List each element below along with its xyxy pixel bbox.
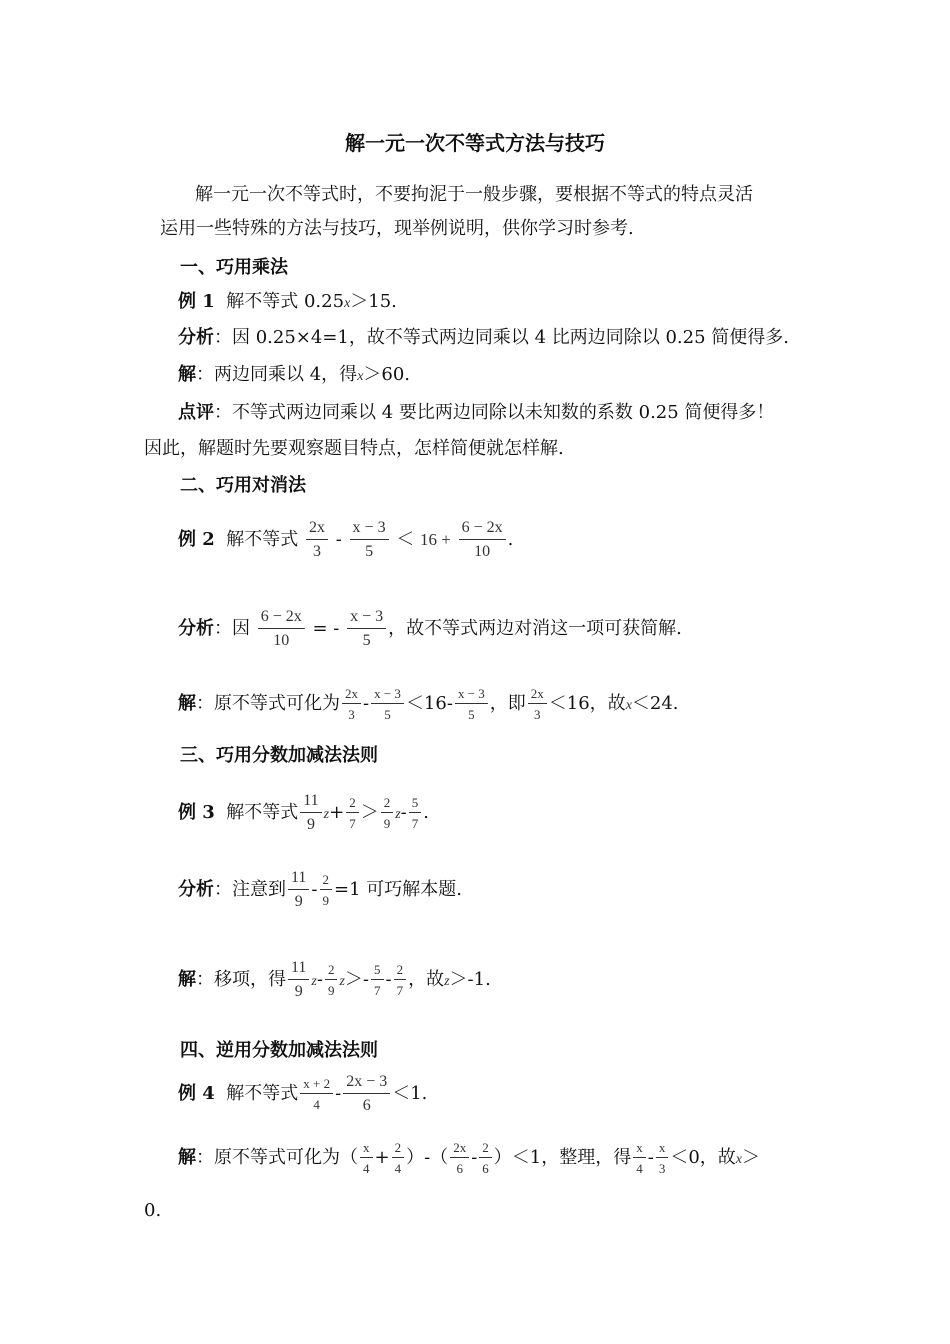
solution-text: ：移项，得: [196, 969, 286, 990]
numerator: 2: [320, 873, 333, 890]
numerator: 2: [381, 796, 394, 813]
denominator: 7: [349, 816, 356, 831]
numerator: 2x − 3: [343, 1074, 390, 1094]
fraction: [325, 963, 338, 997]
denominator: 5: [362, 632, 371, 649]
solution-text: ＞-1.: [449, 969, 491, 990]
solution-label: 解: [178, 364, 196, 385]
solution-text: ＜16，故: [548, 693, 626, 714]
comment-1: [178, 401, 774, 425]
solution-2: [178, 680, 679, 730]
numerator: 5: [371, 963, 384, 980]
solution-4-cont: 0.: [144, 1200, 162, 1221]
denominator: 3: [658, 1161, 666, 1176]
intro-line-2: 运用一些特殊的方法与技巧，现举例说明，供你学习时参考.: [160, 218, 634, 239]
fraction: [300, 1077, 333, 1111]
operator: -: [311, 879, 318, 900]
operator: +: [329, 802, 345, 823]
operator: -: [363, 693, 370, 714]
analysis-3: [178, 866, 462, 914]
solution-text: ＜0，故: [670, 1147, 736, 1168]
denominator: 6: [482, 1161, 489, 1176]
variable: z: [395, 807, 401, 822]
operator: -: [335, 529, 342, 550]
operator: = -: [312, 618, 340, 639]
denominator: 7: [396, 983, 404, 998]
numerator: 6 − 2x: [258, 609, 305, 629]
punctuation: .: [423, 802, 429, 823]
comment-label: 点评: [178, 402, 214, 423]
operator: -: [647, 1147, 654, 1168]
denominator: 6: [456, 1161, 463, 1176]
numerator: 2x: [306, 520, 328, 540]
variable: x: [357, 369, 364, 384]
numerator: 5: [409, 796, 422, 813]
fraction: [528, 687, 547, 721]
denominator: 7: [411, 816, 419, 831]
operator: ＞-: [344, 969, 369, 990]
denominator: 4: [313, 1097, 320, 1112]
fraction: [656, 1141, 669, 1175]
variable: x: [625, 698, 632, 713]
example-text: ＞15.: [350, 291, 397, 312]
fraction: [409, 796, 422, 830]
fraction: [342, 687, 361, 721]
solution-text: ＞60.: [363, 364, 411, 385]
fraction: [288, 870, 309, 910]
numerator: x: [633, 1141, 646, 1158]
page-title: 解一元一次不等式方法与技巧: [345, 131, 605, 155]
example-text: 解不等式: [226, 1083, 299, 1104]
fraction: [300, 793, 321, 833]
operator: ＜: [396, 529, 415, 550]
analysis-text: ：因: [214, 618, 250, 639]
math-term: 16 +: [420, 530, 451, 549]
denominator: 5: [384, 707, 391, 722]
numerator: 2x: [342, 687, 361, 704]
variable: z: [339, 974, 345, 989]
denominator: 3: [348, 707, 355, 722]
example-2: [178, 516, 513, 564]
fraction: [320, 873, 333, 907]
denominator: 9: [327, 983, 335, 998]
numerator: x − 3: [371, 687, 404, 704]
analysis-label: 分析: [178, 879, 214, 900]
solution-3: [178, 956, 491, 1006]
analysis-1: [178, 326, 789, 350]
numerator: 11: [288, 960, 309, 980]
section-1-heading: 一、巧用乘法: [180, 257, 288, 278]
numerator: 2: [346, 796, 359, 813]
analysis-text: =1 可巧解本题.: [334, 879, 462, 900]
denominator: 4: [363, 1161, 370, 1176]
variable: x: [735, 1152, 742, 1167]
fraction: [288, 960, 309, 1000]
variable: x: [344, 296, 351, 311]
analysis-text: ，故不等式两边对消这一项可获简解.: [388, 618, 682, 639]
operator: -: [471, 1147, 478, 1168]
denominator: 5: [365, 543, 374, 560]
solution-text: ，故: [408, 969, 445, 990]
solution-label: 解: [178, 1147, 196, 1168]
denominator: 7: [374, 983, 381, 998]
analysis-label: 分析: [178, 327, 214, 348]
solution-text: ＜24.: [631, 693, 679, 714]
solution-text: ）-（: [406, 1147, 449, 1168]
denominator: 9: [294, 893, 303, 910]
solution-text: ＜16-: [405, 693, 453, 714]
variable: z: [444, 974, 450, 989]
denominator: 9: [306, 816, 315, 833]
analysis-2: [178, 605, 682, 653]
solution-1: [178, 363, 410, 389]
operator: -: [316, 969, 323, 990]
variable: z: [311, 974, 317, 989]
numerator: 2: [479, 1141, 492, 1158]
section-4-heading: 四、逆用分数加减法法则: [180, 1040, 378, 1061]
solution-text: ）＜1，整理，得: [493, 1147, 632, 1168]
example-label: 例 4: [178, 1083, 215, 1104]
denominator: 9: [383, 816, 391, 831]
analysis-text: ：因 0.25×4=1，故不等式两边同乘以 4 比两边同除以 0.25 简便得多.: [214, 327, 790, 348]
fraction: [306, 520, 328, 560]
fraction: [350, 520, 389, 560]
fraction: [381, 796, 394, 830]
solution-4: [178, 1134, 760, 1184]
numerator: 2: [325, 963, 338, 980]
operator: -: [400, 802, 407, 823]
variable: z: [323, 807, 330, 822]
fraction: [343, 1074, 390, 1114]
example-label: 例 2: [178, 529, 215, 550]
numerator: 11: [288, 870, 309, 890]
numerator: x − 3: [455, 687, 488, 704]
operator: -: [385, 969, 392, 990]
example-text: ＜1.: [392, 1083, 428, 1104]
analysis-text: ：注意到: [214, 879, 286, 900]
example-4: [178, 1070, 427, 1118]
denominator: 3: [534, 707, 541, 722]
comment-text: ：不等式两边同乘以 4 要比两边同除以未知数的系数 0.25 简便得多！: [214, 402, 775, 423]
numerator: x + 2: [300, 1077, 333, 1094]
fraction: [371, 687, 404, 721]
example-text: 解不等式: [226, 802, 299, 823]
fraction: [346, 796, 359, 830]
fraction: [394, 963, 407, 997]
fraction: [371, 963, 384, 997]
operator: +: [374, 1147, 390, 1168]
intro-line-1: 解一元一次不等式时，不要拘泥于一般步骤，要根据不等式的特点灵活: [195, 184, 753, 205]
denominator: 10: [474, 543, 491, 560]
numerator: x: [360, 1141, 373, 1158]
numerator: x: [656, 1141, 669, 1158]
operator: ＞: [360, 802, 379, 823]
numerator: 6 − 2x: [459, 520, 506, 540]
punctuation: .: [507, 529, 514, 550]
numerator: 11: [300, 793, 321, 813]
denominator: 9: [294, 983, 303, 1000]
denominator: 5: [468, 707, 475, 722]
example-text: 解不等式: [226, 529, 299, 550]
fraction: [455, 687, 488, 721]
solution-label: 解: [178, 693, 196, 714]
numerator: 2x: [528, 687, 547, 704]
denominator: 4: [394, 1161, 402, 1176]
solution-text: ：原不等式可化为: [196, 693, 340, 714]
operator: -: [335, 1083, 342, 1104]
section-2-heading: 二、巧用对消法: [180, 475, 306, 496]
solution-text: ：两边同乘以 4，得: [196, 364, 358, 385]
example-3: [178, 789, 429, 839]
fraction: [258, 609, 305, 649]
denominator: 4: [636, 1161, 643, 1176]
denominator: 6: [362, 1097, 371, 1114]
numerator: 2: [394, 963, 407, 980]
solution-text: ：原不等式可化为（: [196, 1147, 358, 1168]
numerator: 2x: [450, 1141, 469, 1158]
fraction: [360, 1141, 373, 1175]
comment-1-cont: 因此，解题时先要观察题目特点，怎样简便就怎样解.: [144, 438, 564, 459]
analysis-label: 分析: [178, 618, 214, 639]
fraction: [459, 520, 506, 560]
solution-text: ，即: [489, 693, 526, 714]
fraction: [392, 1141, 405, 1175]
denominator: 10: [273, 632, 290, 649]
example-label: 例 3: [178, 802, 215, 823]
example-label: 例 1: [178, 291, 215, 312]
fraction: [347, 609, 386, 649]
denominator: 3: [312, 543, 321, 560]
fraction: [479, 1141, 492, 1175]
numerator: x − 3: [347, 609, 386, 629]
solution-text: ＞: [742, 1147, 760, 1168]
numerator: 2: [392, 1141, 405, 1158]
example-1: [178, 290, 397, 316]
section-3-heading: 三、巧用分数加减法法则: [180, 745, 378, 766]
denominator: 9: [322, 893, 329, 908]
example-text: 解不等式 0.25: [226, 291, 345, 312]
fraction: [450, 1141, 469, 1175]
fraction: [633, 1141, 646, 1175]
solution-label: 解: [178, 969, 196, 990]
numerator: x − 3: [350, 520, 389, 540]
